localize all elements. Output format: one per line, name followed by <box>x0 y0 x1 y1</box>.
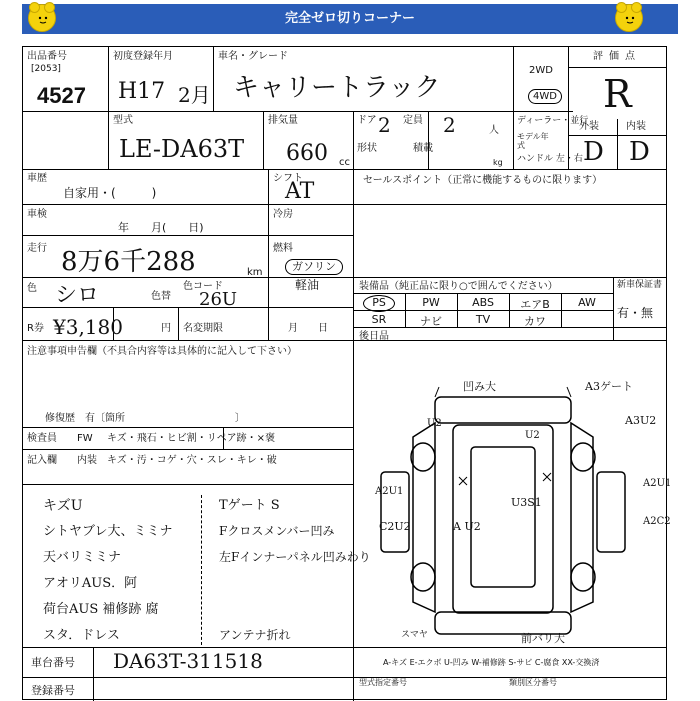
drive-label: 2WD <box>529 65 553 76</box>
equip-ps: PS <box>372 296 386 309</box>
mascot-bear-icon <box>615 4 643 32</box>
remark-right-3: 左Fインナーパネル凹みわり <box>219 550 371 564</box>
inspector-label: 検査員 <box>27 433 57 444</box>
score-label: 評価点 <box>593 51 641 62</box>
remark-right-1: Tゲート S <box>219 498 280 513</box>
model-year-label: モデル年式 <box>517 132 549 150</box>
inspection-label: 車検 <box>27 209 47 220</box>
lot-number: 4527 <box>37 83 86 108</box>
shift-value: AT <box>285 179 315 204</box>
fw-label: FW <box>77 433 93 444</box>
type-value: LE-DA63T <box>119 135 245 163</box>
exterior-label: 外装 <box>579 121 599 132</box>
mileage-value: 8万6千288 <box>61 247 196 277</box>
shift-label: シフト <box>273 173 303 184</box>
shape-label: 形状 <box>357 143 377 154</box>
lot-small: [2053] <box>31 64 61 74</box>
dmg-label-2: A3ゲート <box>585 380 633 393</box>
cc-value: 660 <box>286 141 328 166</box>
warranty-value: 有・無 <box>617 306 654 320</box>
banner <box>22 4 678 34</box>
dmg-label-6: A2U1 <box>375 486 404 497</box>
check-row2: キズ・汚・コゲ・穴・スレ・キレ・破 <box>107 455 277 466</box>
cap-label: 定員 <box>403 115 423 126</box>
equip-sr: SR <box>371 313 387 326</box>
equip-pw: PW <box>422 296 440 309</box>
remark-5: 荷台AUS 補修跡 腐 <box>43 602 159 617</box>
fuel-gas: ガソリン <box>285 259 343 275</box>
fuel-diesel: 軽油 <box>295 278 320 292</box>
warranty-label: 新車保証書 <box>617 280 663 290</box>
color-label: 色 <box>27 283 37 294</box>
equip-label: 装備品（純正品に限り○で囲んでください） <box>359 281 558 292</box>
remark-right-4: アンテナ折れ <box>219 628 291 642</box>
remark-4: アオリAUS．阿 <box>43 576 138 591</box>
interior-short: 内装 <box>77 455 97 466</box>
remark-1: キズU <box>43 498 83 514</box>
dmg-label-1: 凹み大 <box>463 380 496 393</box>
recycle-label: R券 <box>27 323 44 334</box>
equip-airbag: エアB <box>520 298 550 311</box>
cap-unit: 人 <box>489 125 499 136</box>
dmg-label-11: A2C2 <box>643 516 671 527</box>
dealer-label: ディーラー・並行 <box>517 116 589 126</box>
door-value: 2 <box>378 113 391 137</box>
name-change-value: 月 日 <box>288 323 328 334</box>
dmg-label-3: U2 <box>427 418 442 429</box>
ac-label: 冷房 <box>273 209 293 220</box>
type-label: 型式 <box>113 115 133 126</box>
reg-year: H17 <box>118 79 166 104</box>
history-label: 車歴 <box>27 173 47 184</box>
check-row1: キズ・飛石・ヒビ割・リペア跡・×褒 <box>107 433 275 444</box>
mascot-bear-icon <box>28 4 56 32</box>
dmg-label-12: スマヤ <box>401 630 428 640</box>
history-value: 自家用・( ) <box>63 186 157 200</box>
remark-2: シトヤブレ大、ミミナ <box>43 524 173 539</box>
chassis-label: 車台番号 <box>31 656 75 669</box>
door-label: ドア <box>357 115 377 126</box>
equip-aw: AW <box>578 296 596 309</box>
name-change-label: 名変期限 <box>183 323 223 334</box>
rear-label: 後日品 <box>359 331 389 342</box>
color-code-value: 26U <box>199 289 238 310</box>
recycle-value: ¥3,180 <box>53 315 123 339</box>
reg-label: 初度登録年月 <box>113 51 173 62</box>
drive-value: 4WD <box>528 89 562 104</box>
equip-leather: カワ <box>524 315 546 328</box>
cc-label: 排気量 <box>268 115 298 126</box>
equip-navi: ナビ <box>420 315 442 328</box>
ext-value: D <box>583 137 604 167</box>
mileage-label: 走行 <box>27 243 47 254</box>
model-value: キャリートラック <box>233 73 441 103</box>
mileage-unit: km <box>247 267 263 278</box>
chassis-value: DA63T-311518 <box>113 649 263 673</box>
score-value: R <box>603 72 632 116</box>
repair-label: 修復歴 有〔箇所 〕 <box>45 413 245 424</box>
dmg-label-5: A3U2 <box>625 414 657 427</box>
sales-point-label: セールスポイント（正常に機能するものに限ります） <box>363 175 603 186</box>
fuel-label: 燃料 <box>273 243 293 254</box>
dmg-label-10: U3S1 <box>511 496 542 509</box>
bottom-label-2: 類別区分番号 <box>509 678 557 687</box>
color-value: シロ <box>55 283 100 308</box>
dmg-label-7: A2U1 <box>643 478 672 489</box>
dmg-label-9: A U2 <box>453 520 481 533</box>
car-damage-diagram <box>363 377 663 647</box>
dmg-label-8: C2U2 <box>379 520 411 533</box>
inspection-value: 年 月( 日) <box>118 221 204 234</box>
cc-unit: cc <box>339 157 350 168</box>
entry-label: 記入欄 <box>27 455 57 466</box>
damage-legend: A-キズ E-エクボ U-凹み W-補修跡 S-サビ C-腐食 XX-交換済 <box>383 658 600 667</box>
interior-label: 内装 <box>626 121 646 132</box>
remark-right-2: Fクロスメンバー凹み <box>219 524 335 538</box>
remark-3: 天バリミミナ <box>43 550 122 565</box>
int-value: D <box>629 137 650 167</box>
color-change-label: 色替 <box>151 291 171 302</box>
remark-6: スタ．ドレス <box>43 628 120 643</box>
reg-month: 2月 <box>178 83 211 107</box>
load-unit: kg <box>493 158 503 167</box>
lot-label: 出品番号 <box>27 51 67 62</box>
dmg-label-13: 前バリ大 <box>521 632 565 645</box>
equip-tv: TV <box>475 313 491 326</box>
color-code-label: 色コード <box>183 281 223 292</box>
cap-value: 2 <box>443 113 456 137</box>
dmg-label-4: U2 <box>525 430 540 441</box>
notes-label: 注意事項申告欄（不具合内容等は具体的に記入して下さい） <box>27 346 297 357</box>
model-label: 車名・グレード <box>218 51 288 62</box>
recycle-unit: 円 <box>161 323 171 334</box>
handle-label: ハンドル 左・右 <box>517 154 583 164</box>
banner-title: 完全ゼロ切りコーナー <box>284 11 415 26</box>
reg-no-label: 登録番号 <box>31 684 75 697</box>
auction-sheet <box>22 46 672 700</box>
bottom-label-1: 型式指定番号 <box>359 678 407 687</box>
load-label: 積載 <box>413 143 433 154</box>
equip-abs: ABS <box>472 296 494 309</box>
